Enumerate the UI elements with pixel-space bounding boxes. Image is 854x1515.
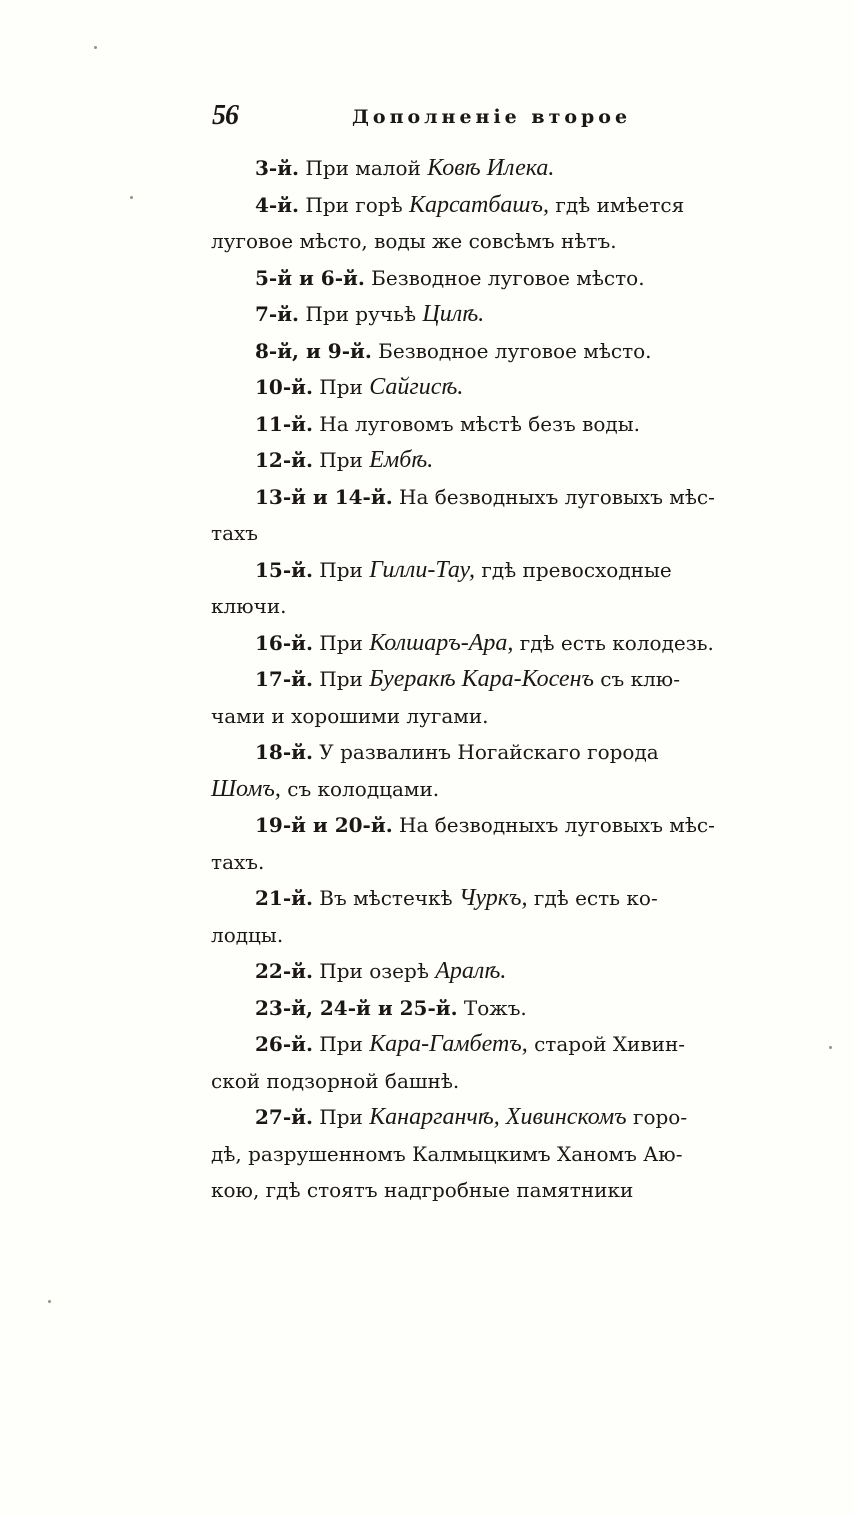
entry-text: лодцы. [211, 922, 284, 947]
place-name: Кара-Гамбетъ, [369, 1031, 528, 1057]
entry-number: 19-й и 20-й. [255, 813, 393, 837]
entry-text: ской подзорной башнѣ. [211, 1068, 460, 1093]
paper-speck [48, 1300, 51, 1303]
itinerary-entry [255, 260, 811, 297]
entry-line [211, 1172, 811, 1209]
itinerary-entry [211, 1099, 811, 1209]
entry-text: горо- [626, 1105, 688, 1129]
itinerary-entry [255, 442, 811, 479]
entry-number: 5-й и 6-й. [255, 265, 365, 290]
place-name: Сайгисѣ. [369, 374, 464, 400]
itinerary-entry [211, 661, 811, 734]
entry-text: При малой [299, 156, 428, 180]
entry-line [211, 698, 811, 735]
paper-speck [130, 196, 133, 199]
entry-text: При [312, 448, 370, 472]
entry-text: На безводныхъ луговыхъ мѣс- [392, 484, 715, 509]
entry-line [255, 1099, 811, 1136]
entry-line [255, 990, 811, 1027]
entry-number: 15-й. [255, 557, 313, 582]
entry-text: При [312, 557, 370, 582]
entry-line [211, 588, 811, 625]
place-name: Ембѣ. [369, 447, 434, 473]
page-header [212, 100, 682, 140]
entry-line [255, 260, 811, 297]
entry-text: гдѣ имѣется [549, 192, 685, 217]
place-name: Чуркъ, [458, 885, 528, 911]
page-number: 56 [212, 100, 238, 131]
entry-text: тахъ. [211, 849, 265, 874]
running-title: Дополненіе второе [352, 106, 632, 128]
entry-text: гдѣ есть ко- [527, 886, 658, 910]
entry-text: У развалинъ Ногайскаго города [312, 740, 659, 764]
place-name: Цилѣ. [422, 301, 485, 327]
itinerary-entry [255, 953, 811, 990]
itinerary-entry [211, 880, 811, 953]
entry-text: гдѣ есть колодезь. [513, 630, 714, 655]
place-name: Канарганчѣ, Хивинскомъ [369, 1104, 627, 1130]
entry-line [211, 515, 811, 552]
entry-line [255, 880, 811, 917]
entry-text: луговое мѣсто, воды же совсѣмъ нѣтъ. [211, 229, 617, 253]
entry-text: При ручьѣ [299, 302, 423, 326]
entry-line [211, 844, 811, 881]
itinerary-entry [255, 333, 811, 370]
entry-number: 4-й. [255, 192, 300, 217]
entry-number: 10-й. [255, 375, 313, 399]
entry-number: 27-й. [255, 1105, 313, 1129]
entry-line [255, 150, 811, 187]
place-name: Буеракѣ Кара-Косенъ [369, 666, 594, 692]
entry-text: Безводное луговое мѣсто. [364, 265, 645, 290]
place-name: Гилли-Тау, [369, 556, 475, 583]
entry-number: 7-й. [255, 302, 300, 326]
entry-text: старой Хивин- [527, 1032, 686, 1056]
itinerary-entry [255, 406, 811, 443]
itinerary-entry [255, 296, 811, 333]
itinerary-entry [211, 734, 811, 807]
entry-line [211, 223, 811, 260]
paper-speck [94, 46, 97, 49]
place-name: Ковѣ Илека. [427, 155, 555, 181]
entry-line [211, 917, 811, 954]
entry-text: Тожъ. [457, 995, 527, 1020]
entry-text: кою, гдѣ стоятъ надгробные памятники [211, 1178, 634, 1202]
entry-text: гдѣ превосходные [474, 557, 672, 582]
itinerary-entry [211, 807, 811, 880]
itinerary-entry [255, 369, 811, 406]
entry-line [255, 369, 811, 406]
entry-line [211, 771, 811, 808]
itinerary-entry [211, 552, 811, 625]
entry-text: тахъ [211, 521, 258, 545]
itinerary-entry [211, 187, 811, 260]
entry-text: дѣ, разрушенномъ Калмыцкимъ Ханомъ Аю- [211, 1141, 683, 1166]
entry-number: 11-й. [255, 411, 313, 436]
entry-text: При [312, 375, 370, 399]
entry-text: При [312, 630, 370, 655]
entry-number: 16-й. [255, 630, 313, 655]
entry-text: ключи. [211, 594, 287, 618]
entry-text: На безводныхъ луговыхъ мѣс- [392, 813, 715, 837]
place-name: Шомъ, [211, 775, 281, 802]
entry-line [255, 953, 811, 990]
entry-line [255, 552, 811, 589]
entry-number: 22-й. [255, 959, 313, 983]
itinerary-entry [255, 150, 811, 187]
entry-text: При озерѣ [312, 959, 436, 983]
paper-speck [829, 1046, 832, 1049]
entry-line [255, 187, 811, 224]
place-name: Карсатбашъ, [409, 191, 549, 218]
entry-line [255, 479, 811, 516]
entry-text: При горѣ [299, 192, 410, 217]
entry-number: 13-й и 14-й. [255, 484, 393, 509]
entry-number: 3-й. [255, 156, 300, 180]
entry-number: 18-й. [255, 740, 313, 764]
entry-line [255, 625, 811, 662]
entry-number: 26-й. [255, 1032, 313, 1056]
entry-text: Въ мѣстечкѣ [312, 886, 459, 910]
entry-line [211, 1136, 811, 1173]
page-body [211, 150, 811, 1209]
place-name: Аралѣ. [435, 958, 507, 984]
entry-line [255, 734, 811, 771]
entry-line [255, 807, 811, 844]
entry-text: При [312, 667, 370, 691]
entry-line [255, 333, 811, 370]
entry-number: 12-й. [255, 448, 313, 472]
entry-number: 8-й, и 9-й. [255, 338, 372, 363]
itinerary-entry [211, 1026, 811, 1099]
entry-line [211, 1063, 811, 1100]
itinerary-entry [255, 625, 811, 662]
entry-line [255, 406, 811, 443]
entry-line [255, 661, 811, 698]
place-name: Колшаръ-Ара, [369, 629, 514, 656]
entry-text: Безводное луговое мѣсто. [371, 338, 652, 363]
itinerary-entry [255, 990, 811, 1027]
entry-line [255, 442, 811, 479]
entry-number: 21-й. [255, 886, 313, 910]
entry-text: съ колодцами. [280, 776, 440, 801]
itinerary-entry [211, 479, 811, 552]
entry-text: При [312, 1105, 370, 1129]
entry-line [255, 1026, 811, 1063]
entry-text: съ клю- [593, 667, 680, 691]
entry-text: При [312, 1032, 370, 1056]
entry-text: чами и хорошими лугами. [211, 703, 489, 728]
entry-line [255, 296, 811, 333]
entry-number: 17-й. [255, 667, 313, 691]
entry-text: На луговомъ мѣстѣ безъ воды. [312, 411, 641, 436]
entry-number: 23-й, 24-й и 25-й. [255, 995, 458, 1020]
